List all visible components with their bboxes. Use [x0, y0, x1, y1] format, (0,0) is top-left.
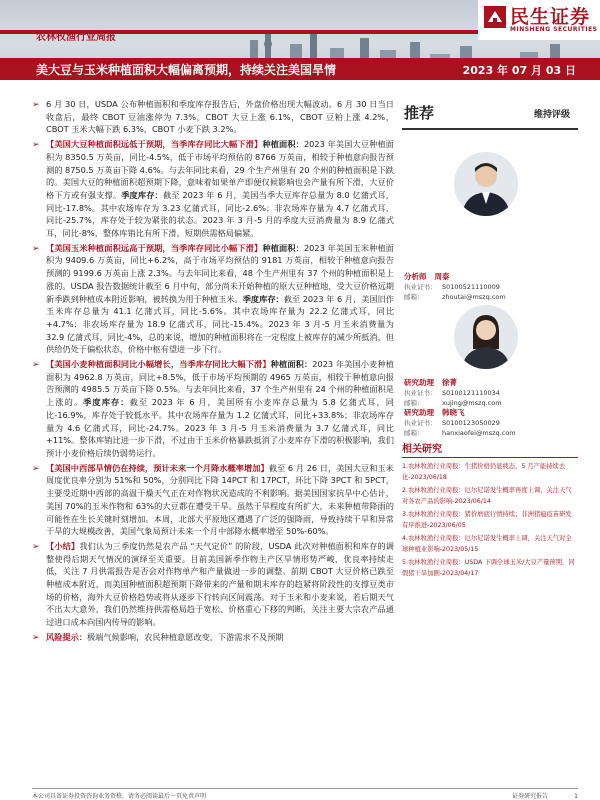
- analyst-email-link[interactable]: hanxiaofei@mszq.com: [442, 429, 516, 437]
- paragraph-drought: ➢ 【美国中西部旱情仍在持续，预计未来一个月降水概率增加】截至 6 月 26 日，美国大豆和玉米周度优良率分别为 51%和 50%，分别同比下降 14PCT 和 17PCT，环比下降 3PCT 和 5PCT，主要受近期中西部的高温干燥天气正在对作物状况造成的不利影响。据美国国家抗旱中心估计，美国 70%的玉米作物和 63%的大豆都在遭受干旱。虽然干旱程度有所扩大，未来种植带降雨的可能性在生长关键时刻增加。本周，北部大平原地区遭遇了广泛的强降雨，导致持续干旱和异常干旱的大规模改善，美国气象局预计未来一个月中部降水概率增至 50%-60%。: [32, 462, 394, 537]
- page-footer: [32, 788, 578, 800]
- analyst-name: 徐菁: [442, 378, 457, 387]
- related-report-link[interactable]: 3.农林牧渔行业周报：猪价磨底行情持续；非洲猪瘟疫苗研发有序推进-2023/06/05: [402, 511, 572, 529]
- bullet-arrow-icon: ➢: [32, 243, 40, 254]
- paragraph-soybean: ➢ 【美国大豆种植面积远低于预期，当季库存同比大幅下滑】种植面积：2023 年美国大豆种植面积为 8350.5 万英亩，同比-4.5%，低于市场平均预估的 8766 万英亩，相较于种植意向报告预测的 8750.5 万英亩下降 4.6%。与去年同比来看，29 个生产州里有 20 个州的种植面积是下跌的。美国大豆的种植面积超预期下降，意味着如果单产即便仅候影响也会产量有所下滑，大豆价格下方或有强支撑。季度库存：截至 2023 年 6 月，美国当季大豆库存总量为 8.0 亿蒲式耳，同比-17.8%。其中农场库存为 3.23 亿蒲式耳，同比-2.6%；非农场库存量为 4.7 亿蒲式耳，同比-25.7%，库存处于较为紧张的状态。2023 年 3 月-5 月的季度大豆消费量为 8.9 亿蒲式耳，同比-8%，整体库销比有所下滑，短期供需格局偏紧。: [32, 139, 394, 239]
- related-report-link[interactable]: 1.农林牧渔行业周报：生猪价格仍显疲态，5 月产能持续去化-2023/06/18: [402, 463, 566, 481]
- rating-box: [402, 98, 578, 130]
- analyst-name: 韩晓飞: [442, 408, 465, 417]
- analyst-photo-avatar: [454, 152, 518, 216]
- logo-text: 民生证券: [510, 6, 591, 28]
- bullet-arrow-icon: ➢: [32, 463, 40, 474]
- title-bar: [0, 58, 600, 80]
- paragraph-corn: ➢ 【美国玉米种植面积远高于预期，当季库存同比小幅下滑】种植面积：2023 年美国玉米种植面积为 9409.6 万英亩，同比+6.2%，高于市场平均预估的 9181 万英亩，相较于种植意向报告预测的 9199.6 万英亩上涨 2.3%。与去年同比来看，48 个生产州里有 37 个州的种植面积是上涨的。USDA 报告数据统计截至 6 月中旬，部分尚未开始种植的原大豆种植地，受大豆价格远期新季跌到种植成本附近影响，被转换为用于种植玉米。季度库存：截至 2023 年 6 月，美国旧作玉米库存总量为 41.1 亿蒲式耳，同比-5.6%。其中农场库存量为 22.2 亿蒲式耳，同比+4.7%；非农场库存量为 18.9 亿蒲式耳，同比-15.4%。2023 年 3 月-5 月玉米消费量为 32.9 亿蒲式耳，同比-4%，总的来说，增加的种植面积将在一定程度上被库存的减少所抵消，但供给仍处于偏松状态，价格中枢有望进一步下行。: [32, 242, 394, 355]
- footer-report-type: 证券研究报告: [512, 793, 549, 800]
- main-content: [32, 98, 394, 646]
- section-heading: 风险提示：: [46, 631, 87, 642]
- page-number: 1: [574, 793, 578, 800]
- disclaimer-text: 本公司具备证券投资咨询业务资格，请务必阅读最后一页免责声明: [32, 793, 207, 800]
- bullet-arrow-icon: ➢: [32, 140, 40, 151]
- section-heading: 【美国小麦种植面积同比小幅增长，当季库存同比大幅下滑】: [46, 359, 271, 370]
- rating-text: 维持评级: [533, 110, 570, 120]
- analyst-name: 周泰: [434, 272, 450, 281]
- analyst-info-2: 研究助理 徐菁 执业证书： S0100121110034 邮箱： xujing@mszq.com: [404, 378, 502, 407]
- section-heading: 【小结】: [46, 540, 80, 551]
- sector-label: 农林牧渔行业周报: [36, 32, 116, 43]
- related-research: [402, 440, 578, 581]
- report-title: 美大豆与玉米种植面积大幅偏离预期，持续关注美国旱情: [36, 63, 337, 77]
- related-research-title: 相关研究: [402, 440, 578, 458]
- paragraph-wheat: ➢ 【美国小麦种植面积同比小幅增长，当季库存同比大幅下滑】种植面积：2023 年美国小麦种植面积为 4962.8 万英亩，同比+8.5%，低于市场平均预期的 4965 万英亩，相较于种植意向报告预测的 4985.5 万英亩下降 0.5%。与去年同比来看，37 个生产州里有 24 个州的种植面积是上涨的。季度库存：截至 2023 年 6 月，美国所有小麦库存总量为 5.8 亿蒲式耳，同比-16.9%，库存处于较低水平。其中农场库存量为 1.2 亿蒲式耳，同比+33.8%；非农场库存量为 4.6 亿蒲式耳，同比-24.7%。2023 年 3 月-5 月玉米消费量为 3.7 亿蒲式耳，同比+11%。整体库销比进一步下滑，不过由于玉米价格暴跌抵消了小麦库存下滑的积极影响，我们预计小麦价格后续仍弱势运行。: [32, 359, 394, 458]
- sidebar: [402, 98, 578, 130]
- paragraph-summary-conclusion: ➢ 【小结】我们认为三季度仍然是农产品 “天气定价” 的阶段，USDA 此次对种植面积和库存的调整使得后期天气情况的演绎至关重要。目前美国新季作物主产区旱情形势严峻，优良率持续走低，关注 7 月供需报告是否会对作物单产和产量做进一步的调整。前期 CBOT 大豆价格已跌至种植成本附近，而美国种植面积超预期下降带来的产量和期末库存的趋紧将阶段性的支撑豆类市场的价格，海外大豆价格趋势或将从逐步下行转向区间震荡。对于玉米和小麦来说，若后期天气不出太大意外，我们仍然维持供需格局趋于宽松、价格重心下移的判断，关注主要大宗农产品通过进口成本向国内传导的影响。: [32, 540, 394, 628]
- logo-mark-icon: [484, 6, 506, 28]
- section-heading: 【美国大豆种植面积远低于预期，当季库存同比大幅下滑】: [46, 139, 263, 150]
- report-date: 2023 年 07 月 03 日: [462, 64, 576, 77]
- company-logo: [478, 0, 600, 40]
- section-heading: 【美国中西部旱情仍在持续，预计未来一个月降水概率增加】: [46, 462, 269, 473]
- analyst-email-link[interactable]: zhoutai@mszq.com: [442, 293, 506, 301]
- bullet-arrow-icon: ➢: [32, 541, 40, 552]
- analyst-info-3: 研究助理 韩晓飞 执业证书： S0100123050029 邮箱： hanxiaofei@mszq.com: [404, 408, 516, 437]
- bullet-arrow-icon: ➢: [32, 632, 40, 643]
- analyst-info-1: 分析师 周泰 执业证书： S0100521110009 邮箱： zhoutai@mszq.com: [404, 272, 506, 301]
- related-report-link[interactable]: 2.农林牧渔行业周报：厄尔尼诺发生概率再度上调，关注天气对各农产品的影响-2023/06/14: [402, 487, 572, 505]
- related-report-link[interactable]: 4.农林牧渔行业周报：厄尔尼诺发生概率上调，关注天气对全球种植业影响-2023/05/15: [402, 535, 572, 553]
- bullet-arrow-icon: ➢: [32, 360, 40, 371]
- analyst-email-link[interactable]: xujing@mszq.com: [442, 399, 502, 407]
- paragraph-summary: ➢ 6 月 30 日，USDA 公布种植面积和季度库存报告后，外盘价格出现大幅波动。6 月 30 日当日收盘后，最终 CBOT 豆油涨停为 7.3%，CBOT 大豆上涨 6.1%，CBOT 豆粕上涨 4.2%，CBOT 玉米大幅下跌 6.3%，CBOT 小麦下跌 3.2%。: [32, 99, 394, 135]
- logo-text-en: MINSHENG SECURITIES: [510, 26, 598, 33]
- related-report-link[interactable]: 5.农林牧渔行业周报：USDA 下调全球玉米/大豆产量预期，同假猪干旱加剧-2023/04/17: [402, 559, 575, 577]
- section-heading: 【美国玉米种植面积远高于预期，当季库存同比小幅下滑】: [46, 242, 263, 253]
- analyst-photo-avatar: [454, 305, 518, 369]
- paragraph-risk: ➢ 风险提示：极端气候影响，农民种植意愿改变，下游需求不及预期: [32, 631, 284, 643]
- recommendation-label: 推荐: [404, 104, 435, 122]
- bullet-arrow-icon: ➢: [32, 100, 40, 110]
